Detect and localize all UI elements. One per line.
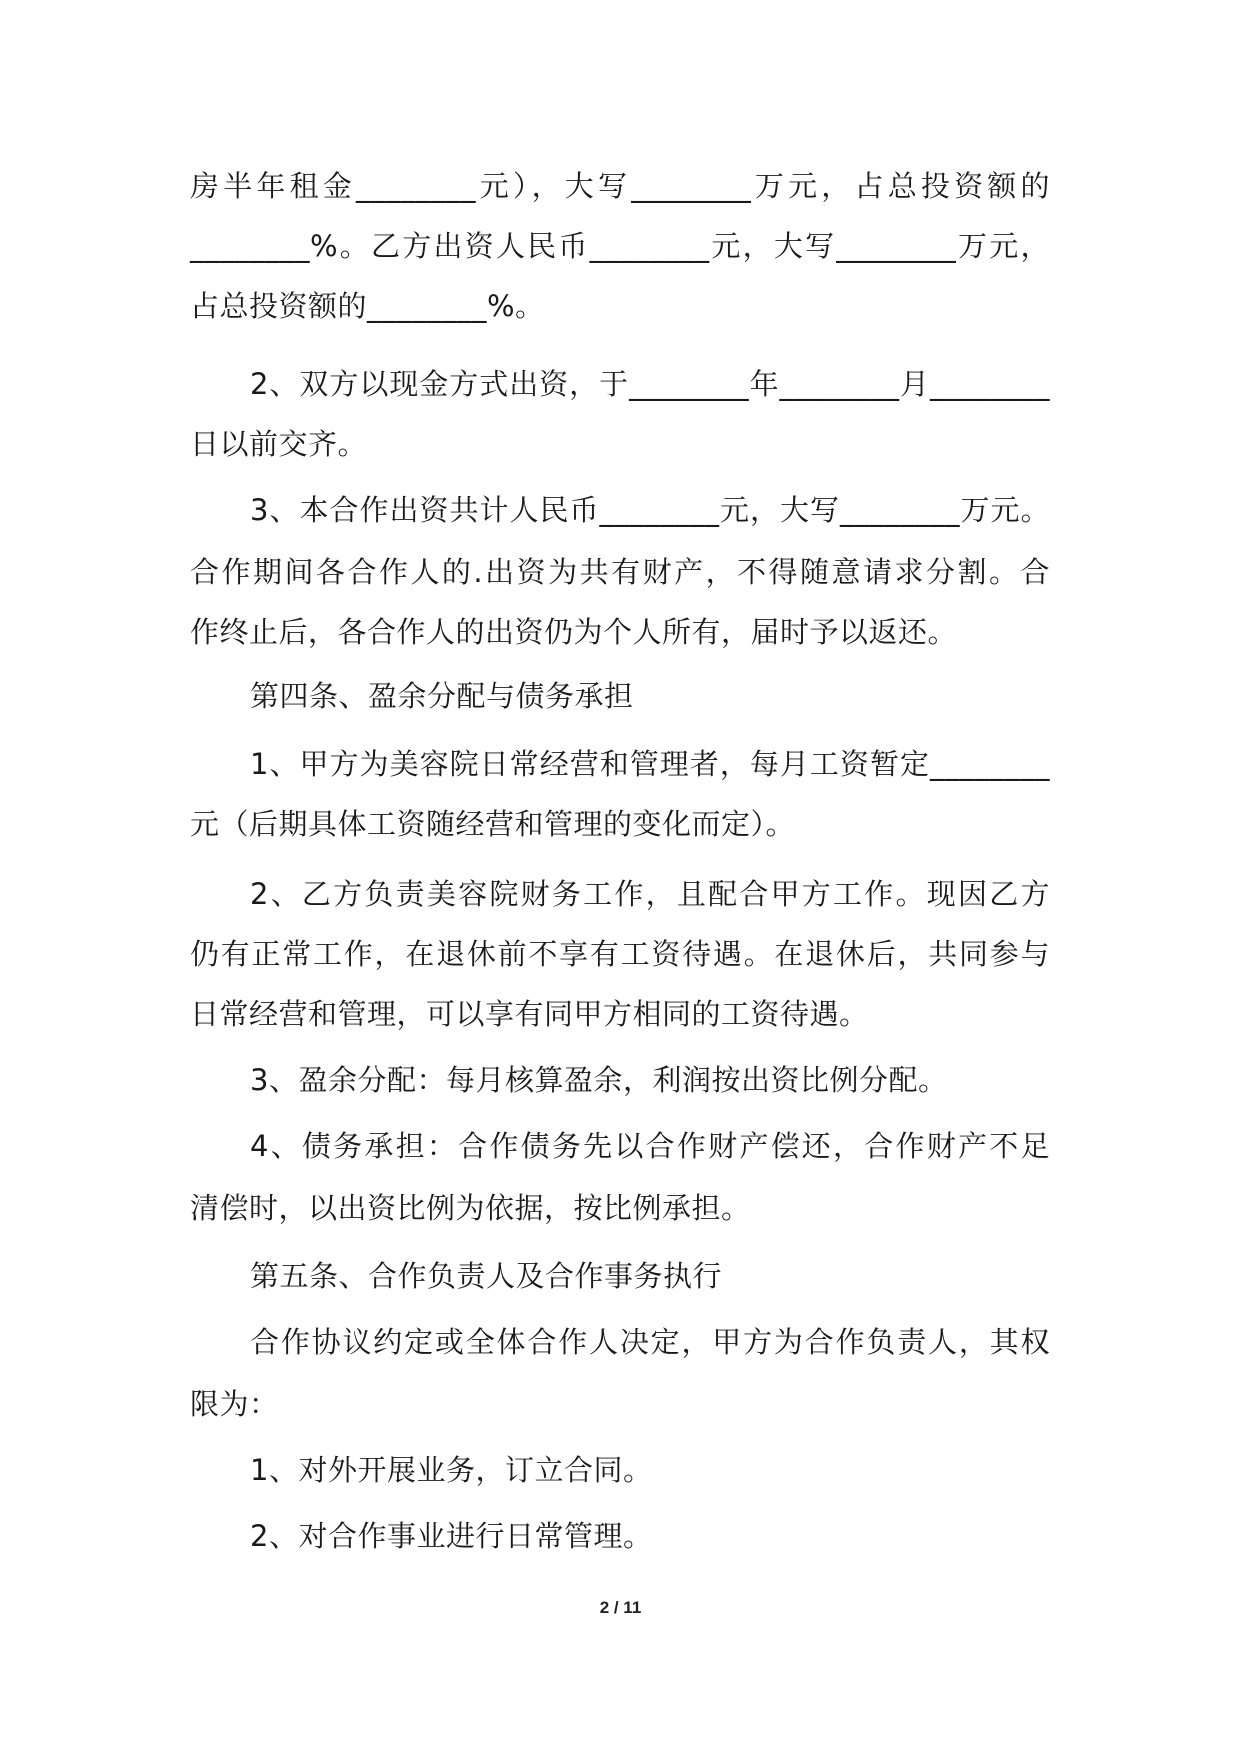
paragraph-line: 日以前交齐。: [190, 427, 368, 461]
paragraph-line: ________%。乙方出资人民币________元，大写________万元，: [190, 229, 1050, 263]
paragraph-line: 限为：: [190, 1387, 279, 1421]
page-number: 2 / 11: [599, 1598, 642, 1617]
paragraph-line: 2、双方以现金方式出资，于________年________月________: [250, 367, 1050, 401]
paragraph-line: 元（后期具体工资随经营和管理的变化而定）。: [190, 807, 796, 841]
paragraph-line: 作终止后，各合作人的出资仍为个人所有，届时予以返还。: [190, 615, 958, 649]
paragraph-line: 合作期间各合作人的.出资为共有财产，不得随意请求分割。合: [190, 555, 1050, 589]
paragraph-line: 2、乙方负责美容院财务工作，且配合甲方工作。现因乙方: [250, 877, 1050, 911]
paragraph-line: 日常经营和管理，可以享有同甲方相同的工资待遇。: [190, 997, 869, 1031]
section-heading: 第四条、盈余分配与债务承担: [250, 679, 634, 713]
paragraph-line: 仍有正常工作，在退休前不享有工资待遇。在退休后，共同参与: [190, 937, 1050, 971]
paragraph-line: 1、甲方为美容院日常经营和管理者，每月工资暂定________: [250, 747, 1050, 781]
paragraph-line: 3、本合作出资共计人民币________元，大写________万元。: [250, 493, 1050, 527]
section-heading: 第五条、合作负责人及合作事务执行: [250, 1259, 723, 1293]
paragraph-line: 3、盈余分配：每月核算盈余，利润按出资比例分配。: [250, 1063, 948, 1097]
paragraph-line: 占总投资额的________%。: [190, 289, 545, 323]
paragraph-line: 合作协议约定或全体合作人决定，甲方为合作负责人，其权: [250, 1325, 1050, 1359]
paragraph-line: 房半年租金________元），大写________万元，占总投资额的: [190, 169, 1050, 203]
list-item: 2、对合作事业进行日常管理。: [250, 1519, 653, 1553]
paragraph-line: 4、债务承担：合作债务先以合作财产偿还，合作财产不足: [250, 1129, 1050, 1163]
paragraph-line: 清偿时，以出资比例为依据，按比例承担。: [190, 1191, 751, 1225]
list-item: 1、对外开展业务，订立合同。: [250, 1453, 653, 1487]
